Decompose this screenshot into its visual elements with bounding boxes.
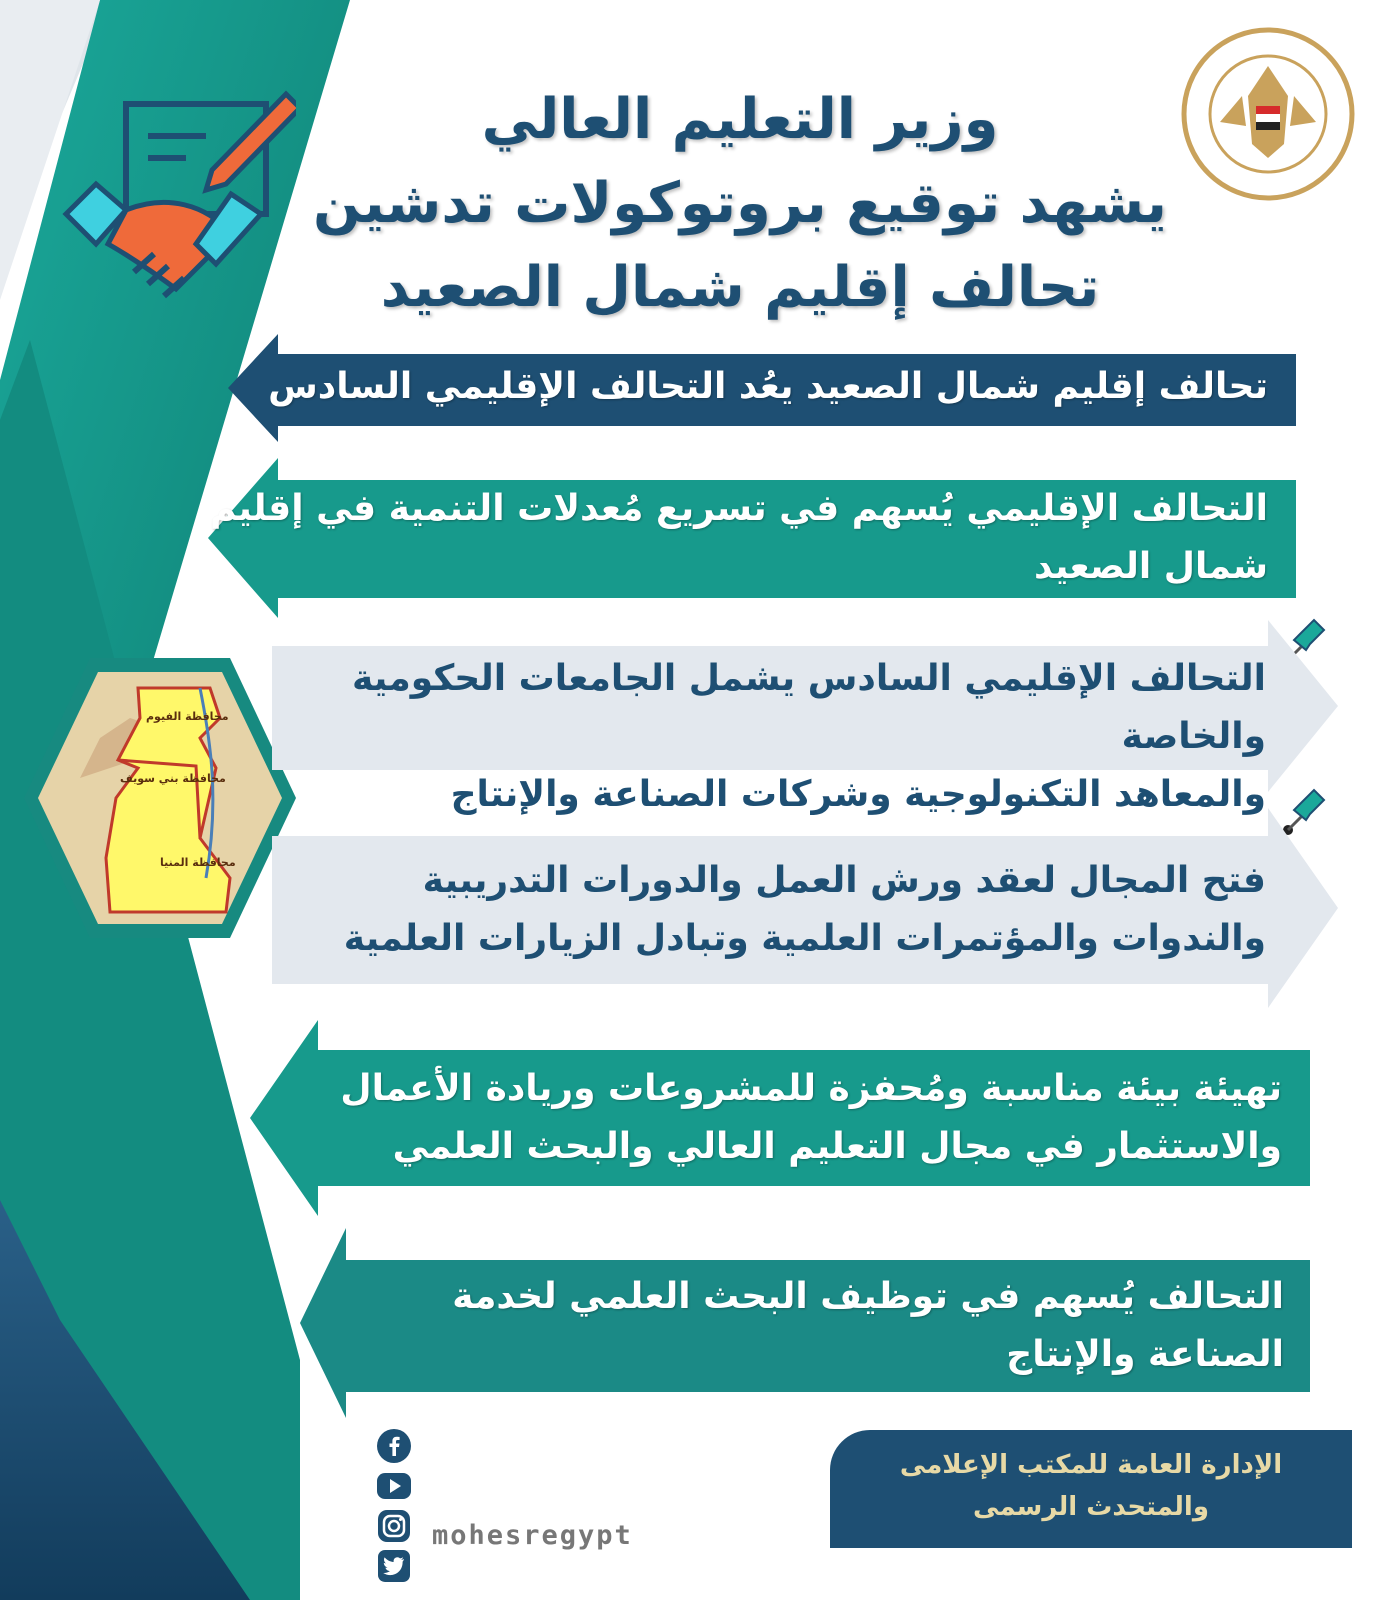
- footer-line-1: الإدارة العامة للمكتب الإعلامى: [899, 1450, 1283, 1480]
- facebook-icon[interactable]: [376, 1428, 412, 1464]
- social-handle[interactable]: mohesregypt: [432, 1520, 633, 1551]
- page-title: [300, 78, 1180, 330]
- footer-line-2: والمتحدث الرسمى: [973, 1492, 1209, 1522]
- title-line-1: وزير التعليم العالي: [481, 87, 999, 152]
- banner-4: [272, 808, 1338, 1008]
- banner-5-line-1: تهيئة بيئة مناسبة ومُحفزة للمشروعات وريادة الأعمال: [340, 1068, 1282, 1109]
- banner-6-line-1: التحالف يُسهم في توظيف البحث العلمي لخدمة: [452, 1276, 1284, 1317]
- banner-4-line-1: فتح المجال لعقد ورش العمل والدورات التدريبية: [422, 860, 1266, 901]
- banner-2-line-1: التحالف الإقليمي يُسهم في تسريع مُعدلات التنمية في إقليم: [210, 488, 1268, 529]
- banner-5-line-2: والاستثمار في مجال التعليم العالي والبحث العلمي: [392, 1126, 1282, 1167]
- banner-3-line-1: التحالف الإقليمي السادس يشمل الجامعات الحكومية والخاصة: [351, 658, 1266, 757]
- banner-6: [300, 1228, 1310, 1418]
- map-label-fayoum: محافظة الفيوم: [146, 710, 229, 723]
- banner-2: [208, 458, 1296, 618]
- map-label-beni-suef: محافظة بني سويف: [120, 772, 226, 785]
- title-line-2: يشهد توقيع بروتوكولات تدشين: [313, 171, 1167, 236]
- map-label-minya: محافظة المنيا: [160, 856, 236, 869]
- twitter-icon[interactable]: [376, 1548, 412, 1584]
- banner-3: [272, 620, 1338, 815]
- title-line-3: تحالف إقليم شمال الصعيد: [380, 255, 1100, 320]
- banner-2-line-2: شمال الصعيد: [1034, 546, 1268, 587]
- banner-6-line-2: الصناعة والإنتاج: [1006, 1334, 1284, 1375]
- banner-1: [228, 334, 1296, 442]
- region-map-hexagon: [20, 648, 300, 948]
- ministry-seal-logo: [1180, 26, 1356, 202]
- instagram-icon[interactable]: [376, 1508, 412, 1544]
- banner-4-line-2: والندوات والمؤتمرات العلمية وتبادل الزيارات العلمية: [343, 918, 1266, 959]
- footer-office-label: [830, 1430, 1352, 1548]
- banner-3-line-2: والمعاهد التكنولوجية وشركات الصناعة والإنتاج: [450, 774, 1266, 815]
- banner-1-text: تحالف إقليم شمال الصعيد يعُد التحالف الإقليمي السادس: [268, 366, 1268, 407]
- handshake-contract-icon: [56, 84, 296, 324]
- banner-5: [250, 1020, 1310, 1216]
- youtube-icon[interactable]: [376, 1468, 412, 1504]
